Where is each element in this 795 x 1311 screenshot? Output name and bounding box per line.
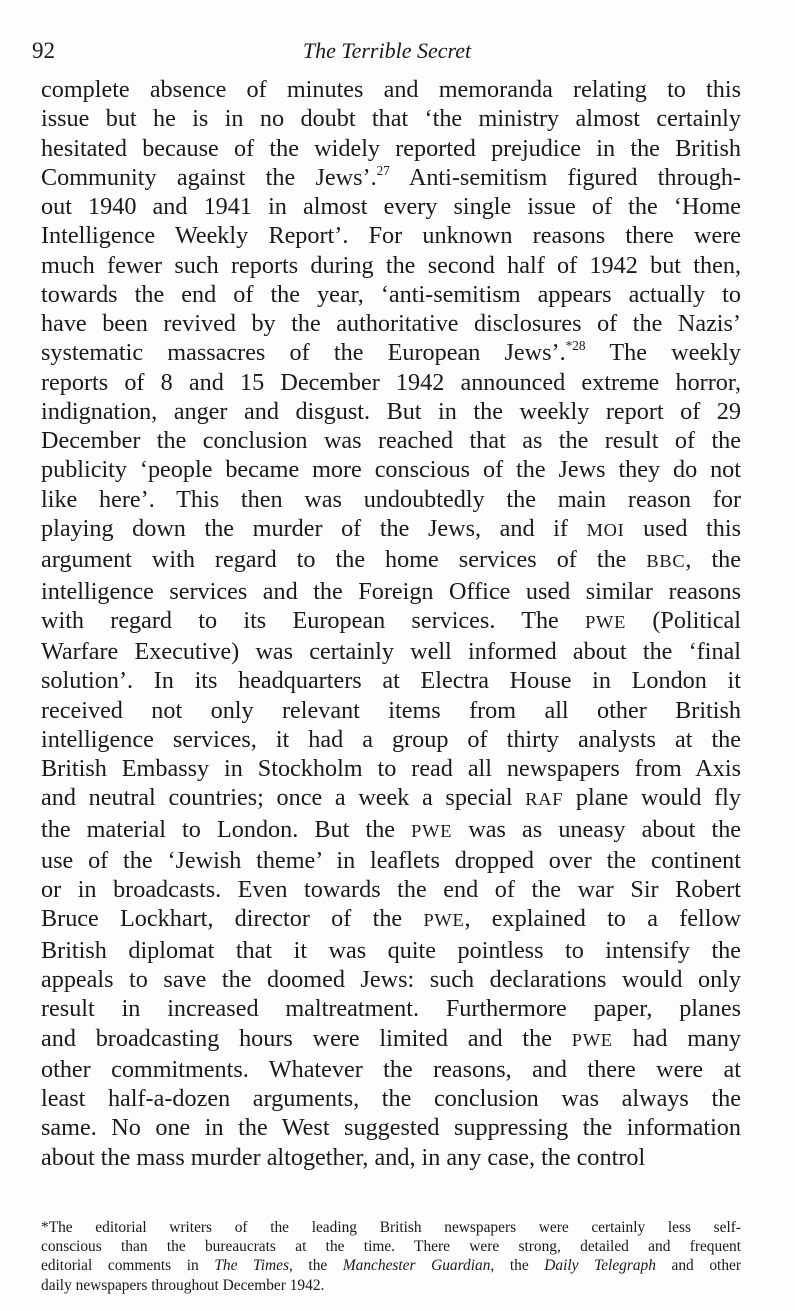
text-line: hesitated because of the widely reported prejudice in the British (41, 134, 741, 162)
text-segment: Community against the Jews’. (41, 163, 377, 191)
text-line: solution’. In its headquarters at Electra House in London it (41, 667, 741, 695)
text-segment: The weekly (609, 339, 741, 367)
text-line: towards the end of the year, ‘anti-semitism appears actually to (41, 280, 741, 308)
text-segment: , the (685, 546, 742, 574)
text-line: issue but he is in no doubt that ‘the ministry almost certainly (41, 105, 741, 133)
note-ref-28: *28 (565, 338, 586, 354)
text-line: indignation, anger and disgust. But in the weekly report of 29 (41, 397, 741, 425)
text-line: publicity ‘people became more conscious of the Jews they do not (41, 456, 741, 484)
abbrev-raf: RAF (525, 789, 564, 810)
text-segment: had many (632, 1024, 742, 1052)
text-segment: and other (671, 1257, 741, 1275)
newspaper-title: The Times (214, 1257, 289, 1275)
text-line: other commitments. Whatever the reasons, and there were at (41, 1055, 741, 1083)
text-line: British diplomat that it was quite pointless to intensify the (41, 936, 741, 964)
text-line: Intelligence Weekly Report’. For unknown reasons there were (41, 222, 741, 250)
text-segment: , the (490, 1257, 529, 1275)
text-line: Warfare Executive) was certainly well informed about the ‘final (41, 638, 741, 666)
text-line: out 1940 and 1941 in almost every single issue of the ‘Home (41, 193, 741, 221)
text-line (41, 904, 741, 935)
abbrev-moi: MOI (586, 519, 625, 540)
text-segment: with regard to its European services. The (41, 606, 559, 634)
text-line: result in increased maltreatment. Furthermore paper, planes (41, 995, 741, 1023)
text-line (41, 606, 741, 637)
running-title: The Terrible Secret (302, 38, 472, 63)
text-line (41, 815, 741, 846)
text-line: appeals to save the doomed Jews: such declarations would only (41, 965, 741, 993)
text-line: intelligence services, it had a group of thirty analysts at the (41, 725, 741, 753)
text-line: about the mass murder altogether, and, in any case, the control (41, 1143, 646, 1171)
abbrev-bbc: BBC (646, 551, 686, 572)
text-line: received not only relevant items from all other British (41, 696, 741, 724)
text-line (41, 1024, 741, 1055)
text-line: intelligence services and the Foreign Office used similar reasons (41, 577, 741, 605)
text-segment: systematic massacres of the European Jews’. (41, 339, 566, 367)
text-line (41, 514, 741, 545)
text-segment: editorial comments in (41, 1257, 199, 1275)
text-segment: was as uneasy about the (468, 815, 742, 843)
note-ref-27: 27 (376, 162, 390, 178)
abbrev-pwe: PWE (411, 820, 453, 841)
text-segment: (Political (652, 606, 741, 634)
body-text (41, 75, 741, 1172)
abbrev-pwe: PWE (571, 1029, 613, 1050)
text-segment: plane would fly (575, 784, 741, 812)
footnote-line: conscious than the bureaucrats at the time. There were strong, detailed and frequent (41, 1238, 741, 1256)
text-segment: and neutral countries; once a week a special (41, 784, 513, 812)
text-segment: , the (288, 1257, 328, 1275)
text-line (41, 163, 741, 192)
page-number: 92 (32, 38, 55, 63)
page-header (32, 38, 742, 68)
text-segment: argument with regard to the home services of the (41, 546, 627, 574)
text-segment: Bruce Lockhart, director of the (41, 905, 403, 933)
text-line: least half-a-dozen arguments, the conclusion was always the (41, 1085, 741, 1113)
text-segment: Anti-semitism figured through- (408, 163, 741, 191)
abbrev-pwe: PWE (585, 611, 627, 632)
text-segment: playing down the murder of the Jews, and if (41, 514, 568, 542)
text-segment: , explained to a fellow (464, 905, 742, 933)
text-line: same. No one in the West suggested suppressing the information (41, 1114, 741, 1142)
text-line: use of the ‘Jewish theme’ in leaflets dropped over the continent (41, 846, 741, 874)
text-line (41, 338, 741, 367)
text-line: have been revived by the authoritative disclosures of the Nazis’ (41, 310, 741, 338)
text-line: reports of 8 and 15 December 1942 announced extreme horror, (41, 368, 741, 396)
footnote-line (41, 1256, 741, 1275)
text-line (41, 545, 741, 576)
newspaper-title: Manchester Guardian (342, 1257, 491, 1275)
text-segment: used this (643, 514, 742, 542)
text-line: British Embassy in Stockholm to read all newspapers from Axis (41, 755, 741, 783)
text-line: like here’. This then was undoubtedly the main reason for (41, 485, 741, 513)
footnote (41, 1218, 741, 1295)
text-line: or in broadcasts. Even towards the end of the war Sir Robert (41, 876, 741, 904)
text-line (41, 783, 741, 814)
text-line: complete absence of minutes and memoranda relating to this (41, 76, 741, 103)
text-segment: the material to London. But the (41, 815, 396, 843)
text-segment: and broadcasting hours were limited and the (41, 1024, 552, 1052)
newspaper-title: Daily Telegraph (544, 1257, 656, 1275)
footnote-line: *The editorial writers of the leading British newspapers were certainly less self- (41, 1219, 741, 1236)
text-line: much fewer such reports during the second half of 1942 but then, (41, 251, 741, 279)
text-line: December the conclusion was reached that as the result of the (41, 427, 741, 455)
abbrev-pwe: PWE (423, 910, 465, 931)
footnote-line: daily newspapers throughout December 1942. (41, 1276, 325, 1294)
